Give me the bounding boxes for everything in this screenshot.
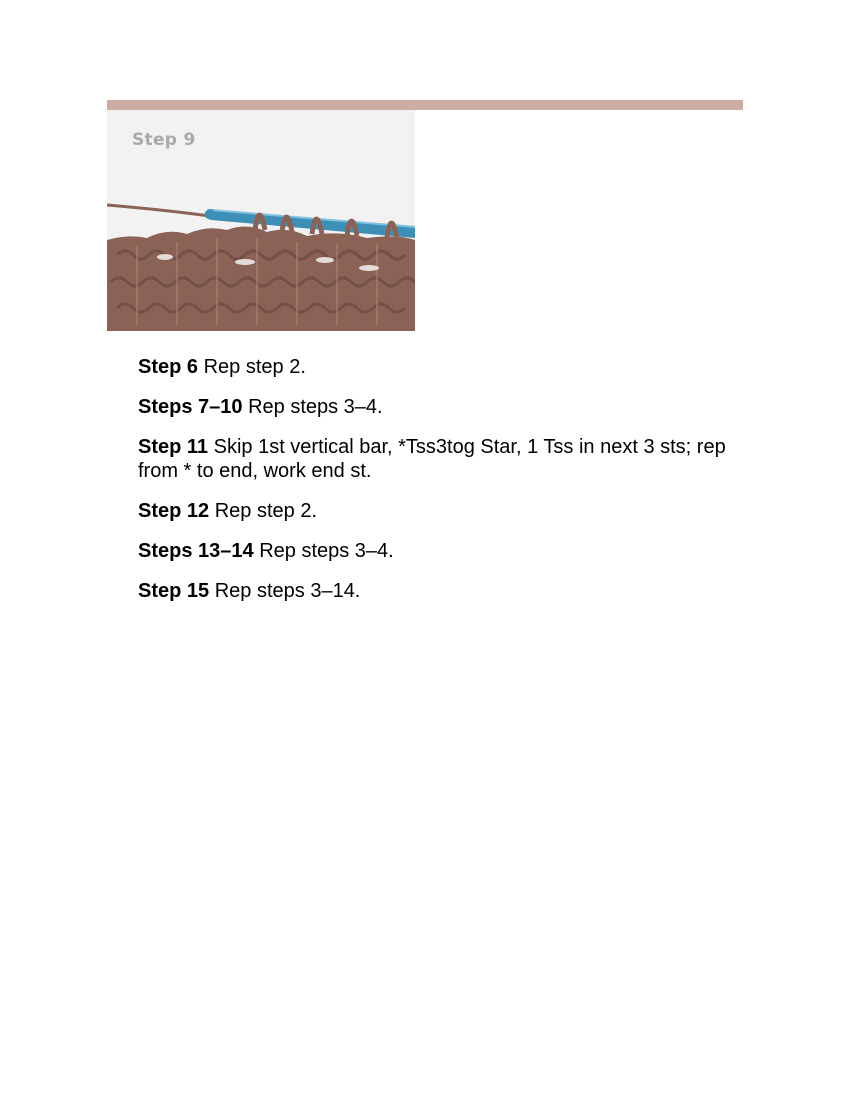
step-9-photo [107,110,415,331]
step-text: Rep steps 3–4. [253,540,394,562]
step-label: Step 15 [138,580,210,602]
step-paragraph [138,579,738,603]
step-text: Rep steps 3–4. [242,396,383,418]
step-label: Steps 7–10 [138,396,243,418]
step-text: Skip 1st vertical bar, *Tss3tog Star, 1 Tss in next 3 sts; rep from * to end, work end st. [138,436,726,482]
header-accent-bar [107,100,743,110]
step-paragraph [138,395,738,419]
step-paragraph [138,435,738,483]
step-label: Step 11 [138,436,209,458]
step-instructions [138,355,738,619]
step-text: Rep steps 3–14. [209,580,361,602]
step-paragraph [138,539,738,563]
photo-caption: Step 9 [132,130,196,150]
step-text: Rep step 2. [209,500,317,522]
step-paragraph [138,355,738,379]
step-label: Step 12 [138,500,210,522]
step-text: Rep step 2. [198,356,306,378]
step-label: Steps 13–14 [138,540,254,562]
step-paragraph [138,499,738,523]
step-label: Step 6 [138,356,199,378]
